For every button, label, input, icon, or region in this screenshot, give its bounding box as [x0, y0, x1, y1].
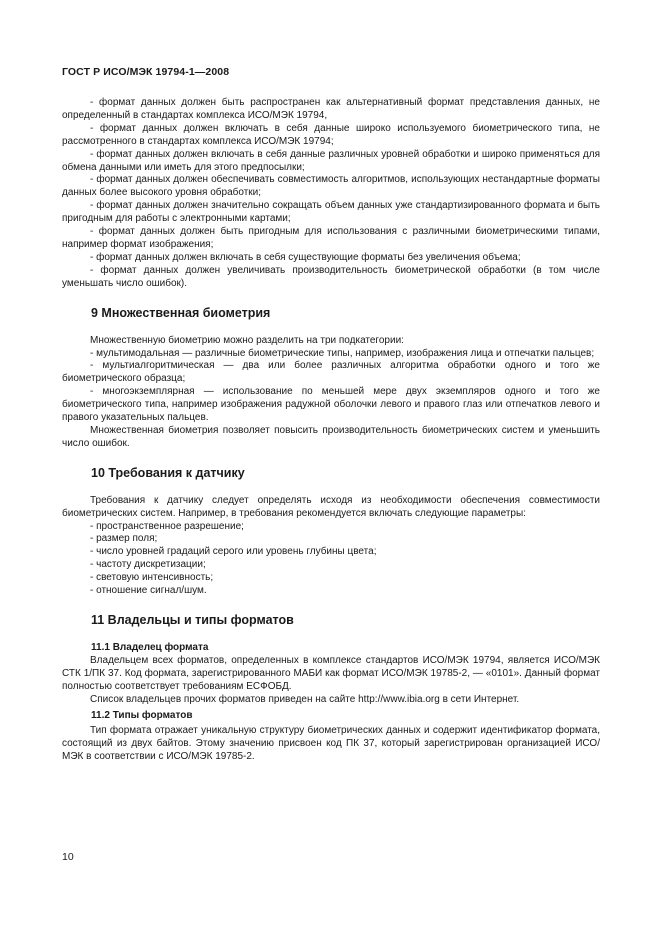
list-item: - мультимодальная — различные биометрические типы, например, изображения лица и отпечатки пальцев;	[90, 347, 595, 359]
list-item: - число уровней градаций серого или уровень глубины цвета;	[90, 546, 377, 558]
section-9-body	[62, 335, 600, 451]
list-item: - многоэкземплярная — использование по меньшей мере двух экземпляров одного и того же биометрического типа, например изображения радужной оболочки левого и правого глаз или отпечатков левого и правого указательных пальцев.	[62, 386, 600, 424]
list-item: - отношение сигнал/шум.	[90, 585, 207, 597]
section-9-heading: 9 Множественная биометрия	[91, 305, 271, 320]
list-item: - пространственное разрешение;	[90, 520, 244, 532]
section-10-heading: 10 Требования к датчику	[91, 465, 245, 480]
document-header: ГОСТ Р ИСО/МЭК 19794-1—2008	[62, 66, 230, 78]
list-item: - мультиалгоритмическая — два или более различных алгоритма обработки одного и того же биометрического образца;	[62, 360, 600, 385]
list-item: - формат данных должен быть пригодным для использования с различными биометрическими типами, например формат изображения;	[62, 226, 600, 250]
section-10-body	[62, 495, 600, 598]
paragraph: Множественная биометрия позволяет повысить производительность биометрических систем и уменьшить число ошибок.	[62, 424, 600, 449]
list-item: - формат данных должен увеличивать производительность биометрической обработки (в том числе уменьшать число ошибок).	[62, 264, 600, 289]
list-item: - формат данных должен включать в себя данные широко используемого биометрического типа, не рассмотренного в стандартах комплекса ИСО/МЭК 19794;	[62, 122, 600, 147]
list-item: - световую интенсивность;	[90, 572, 214, 584]
paragraph: Список владельцев прочих форматов приведен на сайте http://www.ibia.org в сети Интернет.	[90, 693, 520, 705]
list-item: - формат данных должен включать в себя существующие форматы без увеличения объема;	[90, 251, 521, 263]
subsection-11-1-heading: 11.1 Владелец формата	[91, 642, 209, 653]
section-11-heading: 11 Владельцы и типы форматов	[91, 613, 294, 627]
list-item: - формат данных должен обеспечивать совместимость алгоритмов, использующих нестандартные форматы данных более высокого уровня обработки;	[62, 174, 600, 199]
list-item: - частоту дискретизации;	[90, 559, 206, 571]
paragraph: Требования к датчику следует определять исходя из необходимости обеспечения совместимости биометрических систем. Например, в требования рекомендуется включать следующие параметры:	[62, 494, 600, 519]
page-number: 10	[62, 851, 74, 863]
document-body	[62, 97, 600, 764]
format-requirements-list	[62, 97, 600, 291]
paragraph: Множественную биометрию можно разделить на три подкатегории:	[90, 334, 404, 346]
subsection-11-2-heading: 11.2 Типы форматов	[91, 709, 193, 721]
paragraph: Тип формата отражает уникальную структуру биометрических данных и содержит идентификатор формата, состоящий из двух байтов. Этому значению присвоен код ПК 37, который зарегистрирован организацией ИСО/МЭК в соответствии с ИСО/МЭК 19785-2.	[62, 725, 600, 763]
list-item: - формат данных должен включать в себя данные различных уровней обработки и широко применяться для обмена данными или иметь для этого предпосылки;	[62, 148, 600, 173]
paragraph: Владельцем всех форматов, определенных в комплексе стандартов ИСО/МЭК 19794, является ИСО/МЭК СТК 1/ПК 37. Код формата, зарегистрированного МАБИ как формат ИСО/МЭК 19785-2, — «0101». Данный формат полностью соответствует требованиям ЕСФОБД.	[62, 654, 600, 692]
list-item: - формат данных должен быть распространен как альтернативный формат представления данных, не определенный в стандартах комплекса ИСО/МЭК 19794,	[62, 97, 600, 121]
list-item: - формат данных должен значительно сокращать объем данных уже стандартизированного формата и быть пригодным для работы с электронными картами;	[62, 200, 600, 225]
list-item: - размер поля;	[90, 533, 158, 545]
